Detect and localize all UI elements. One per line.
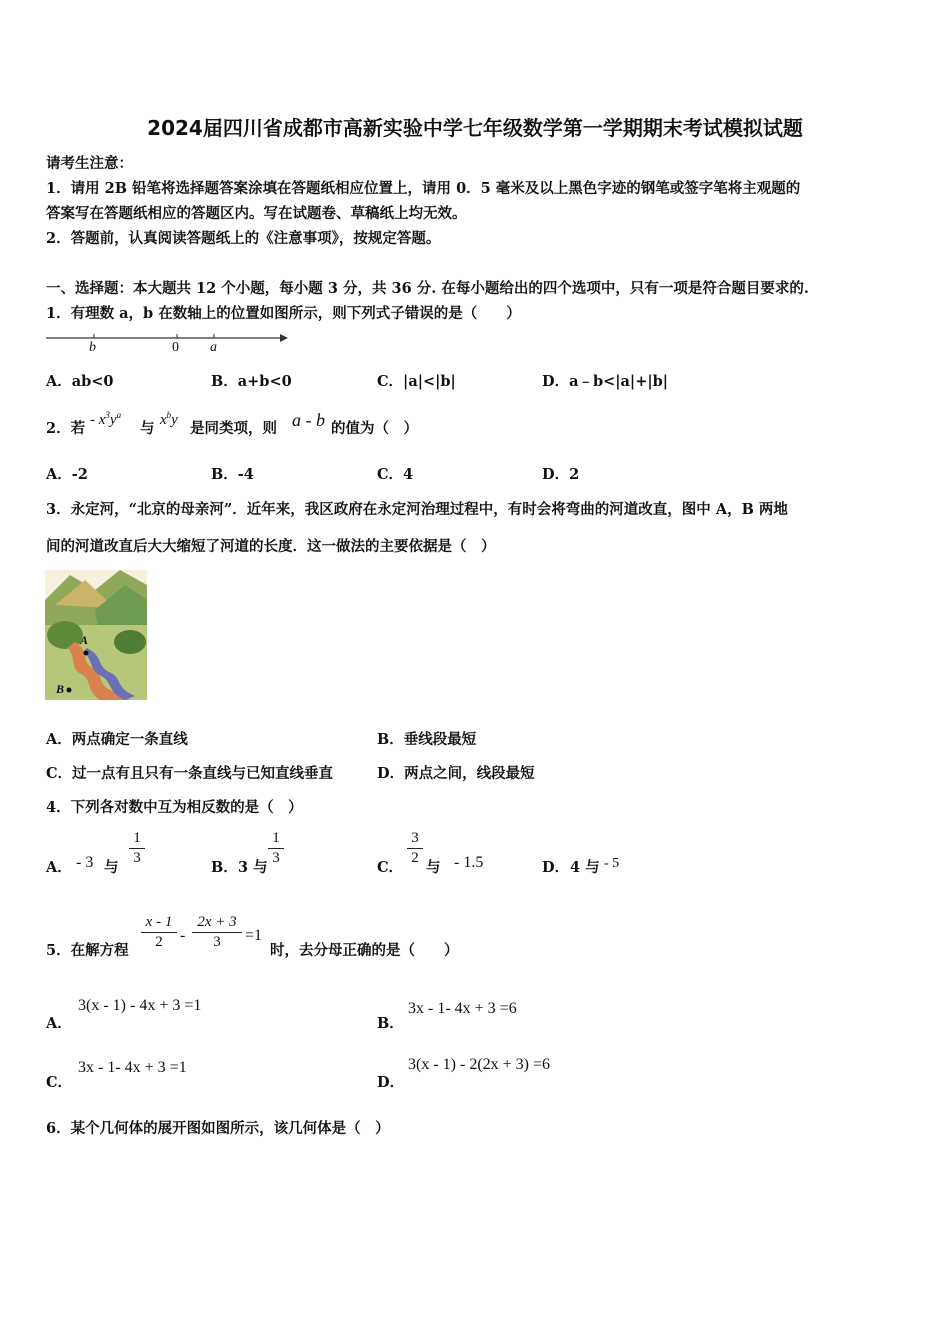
q2-prefix: 2．若	[46, 420, 86, 437]
q4-option-a-label: A．	[46, 859, 72, 876]
q5-option-a-expr: 3(x - 1) - 4x + 3 =1	[78, 997, 202, 1014]
river-illustration	[45, 570, 147, 700]
q4-option-c-label: C．	[377, 859, 404, 876]
page-title: 2024届四川省成都市高新实验中学七年级数学第一学期期末考试模拟试题	[147, 116, 803, 140]
q2-option-a: A．-2	[46, 466, 88, 483]
q2-option-c: C．4	[377, 466, 414, 483]
q4-option-b-label: B．	[211, 859, 238, 876]
q5-minus: -	[180, 927, 186, 944]
axis-label-a: a	[210, 340, 217, 355]
q2-suffix-1: 是同类项，则	[190, 420, 277, 437]
notice-heading: 请考生注意：	[46, 155, 133, 172]
axis-label-0: 0	[172, 340, 179, 355]
notice-line-2: 2．答题前，认真阅读答题纸上的《注意事项》，按规定答题。	[46, 230, 441, 247]
q4-option-d-value: - 5	[604, 856, 620, 871]
q4-option-d-text: 4 与	[570, 859, 600, 876]
q5-suffix: 时，去分母正确的是（ ）	[270, 942, 459, 959]
q4-option-c-value: - 1.5	[454, 854, 484, 871]
q2-term1: - $x^3y^a$	[90, 410, 122, 428]
point-a-label: A	[80, 633, 89, 647]
notice-line-1: 1．请用 2B 铅笔将选择题答案涂填在答题纸相应位置上，请用 0．5 毫米及以上黑色字迹的钢笔或签字笔将主观题的	[46, 180, 801, 197]
q5-prefix: 5．在解方程	[46, 942, 129, 959]
q3-option-d: D．两点之间，线段最短	[377, 765, 535, 782]
q1-option-d: D．a﹣b<|a|+|b|	[542, 373, 669, 390]
q3-stem-line-1: 3．永定河，“北京的母亲河”．近年来，我区政府在永定河治理过程中，有时会将弯曲的河道改直，图中 A，B 两地	[46, 501, 788, 518]
point-b-label: B	[56, 682, 65, 696]
number-line-arrow	[280, 334, 288, 342]
q5-fraction-2: 2x + 3 3	[192, 914, 242, 951]
q4-option-b-fraction: 1 3	[268, 830, 284, 867]
q1-option-a: A．ab<0	[46, 373, 114, 390]
q2-expression: a - b	[292, 410, 325, 430]
q2-term2: $x^by$	[160, 410, 178, 428]
q3-option-b: B．垂线段最短	[377, 731, 477, 748]
q5-rhs: =1	[245, 927, 263, 944]
q5-option-c-label: C．	[46, 1074, 73, 1091]
q4-option-a-value: - 3	[76, 854, 94, 871]
question-1-stem: 1．有理数 a，b 在数轴上的位置如图所示，则下列式子错误的是（ ）	[46, 305, 521, 322]
q2-mid: 与	[140, 420, 155, 437]
q2-option-d: D．2	[542, 466, 580, 483]
q4-option-c-mid: 与	[426, 859, 441, 876]
q3-option-a: A．两点确定一条直线	[46, 731, 188, 748]
q2-option-b: B．-4	[211, 466, 254, 483]
q3-option-c: C．过一点有且只有一条直线与已知直线垂直	[46, 765, 334, 782]
q4-option-a-fraction: 1 3	[129, 830, 145, 867]
q5-option-b-expr: 3x - 1- 4x + 3 =6	[408, 1000, 517, 1017]
q5-option-a-label: A．	[46, 1015, 72, 1032]
q1-option-c: C．|a|<|b|	[377, 373, 456, 390]
q5-option-d-label: D．	[377, 1074, 405, 1091]
q4-option-d-label: D．	[542, 859, 570, 876]
notice-line-1b: 答案写在答题纸相应的答题区内。写在试题卷、草稿纸上均无效。	[46, 205, 467, 222]
q4-option-a-mid: 与	[104, 859, 119, 876]
q2-suffix-2: 的值为（ ）	[331, 420, 418, 437]
q5-fraction-1: x - 1 2	[141, 914, 177, 951]
q6-stem: 6．某个几何体的展开图如图所示，该几何体是（ ）	[46, 1120, 390, 1137]
q1-option-b: B．a+b<0	[211, 373, 292, 390]
q5-option-b-label: B．	[377, 1015, 404, 1032]
q5-option-d-expr: 3(x - 1) - 2(2x + 3) =6	[408, 1056, 551, 1073]
section-heading: 一、选择题：本大题共 12 个小题，每小题 3 分，共 36 分. 在每小题给出的四个选项中，只有一项是符合题目要求的.	[46, 280, 809, 297]
q4-option-b-text: 3 与	[238, 859, 268, 876]
axis-label-b: b	[89, 340, 96, 355]
q3-stem-line-2: 间的河道改直后大大缩短了河道的长度．这一做法的主要依据是（ ）	[46, 538, 496, 555]
q5-option-c-expr: 3x - 1- 4x + 3 =1	[78, 1059, 187, 1076]
number-line-figure	[44, 328, 289, 356]
q4-stem: 4．下列各对数中互为相反数的是（ ）	[46, 799, 303, 816]
q4-option-c-fraction: 3 2	[407, 830, 423, 867]
